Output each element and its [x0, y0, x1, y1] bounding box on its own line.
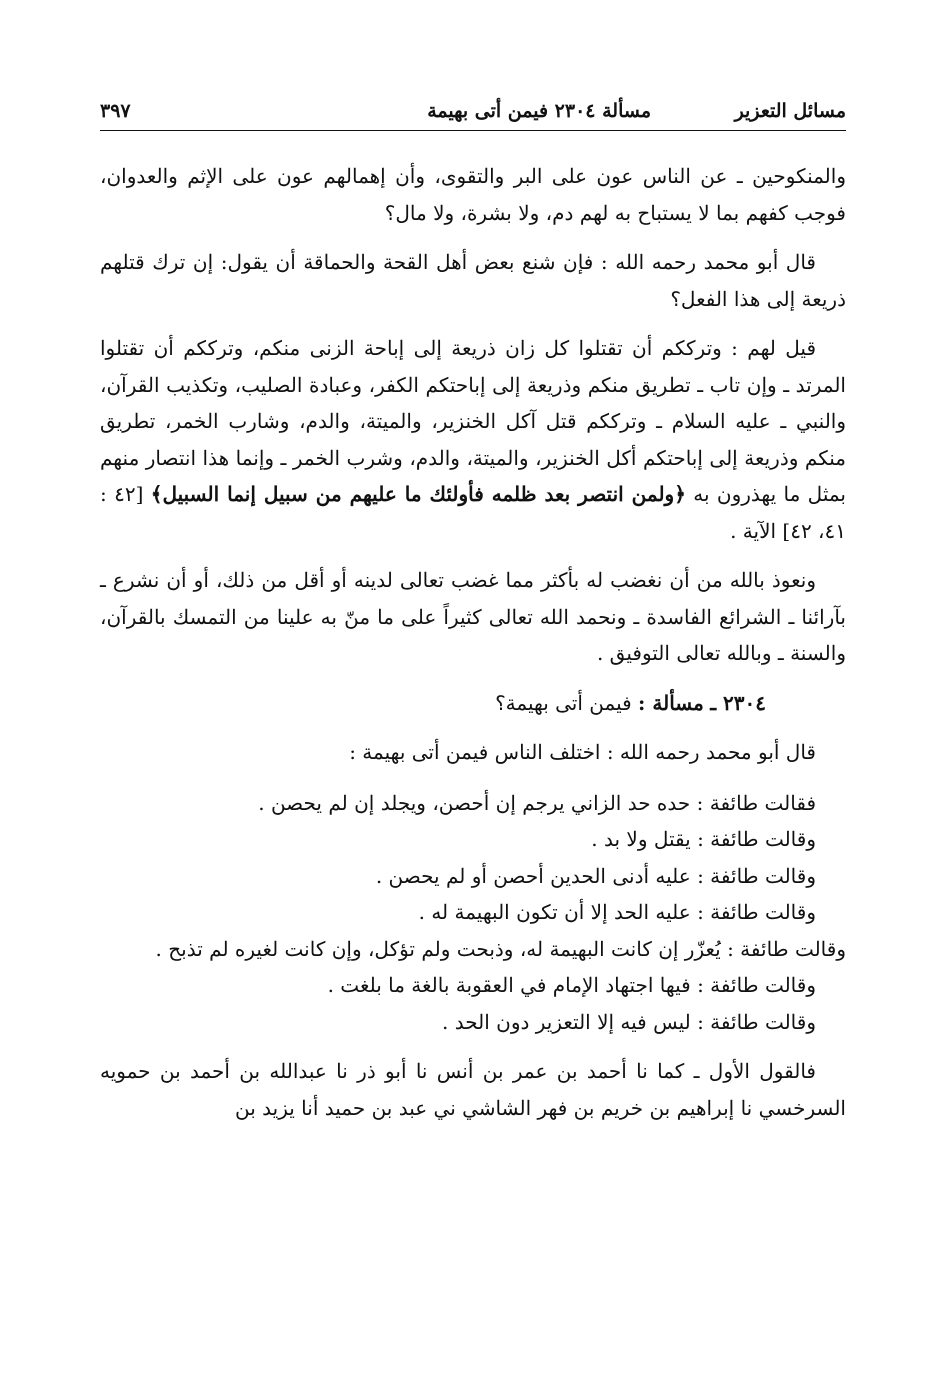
- paragraph-closing: ونعوذ بالله من أن نغضب له بأكثر مما غضب تعالى لدينه أو أقل من ذلك، أو أن نشرع ـ بآرائنا ـ الشرائع الفاسدة ـ ونحمد الله تعالى كثيراً على ما منّ به علينا من التمسك بالقرآن، والسنة ـ وبالله تعالى التوفيق .: [100, 568, 846, 665]
- paragraph-intro: قال أبو محمد رحمه الله : اختلف الناس فيمن أتى بهيمة :: [349, 740, 816, 764]
- paragraph-response: [100, 330, 846, 549]
- paragraph-objection: قال أبو محمد رحمه الله : فإن شنع بعض أهل القحة والحماقة أن يقول: إن ترك قتلهم ذريعة إلى هذا الفعل؟: [100, 250, 846, 311]
- opinion-text: فيها اجتهاد الإمام في العقوبة بالغة ما بلغت .: [327, 973, 698, 997]
- opinion-item: [100, 858, 816, 895]
- paragraph-first-view-chain: فالقول الأول ـ كما نا أحمد بن عمر بن أنس نا أبو ذر نا عبدالله بن أحمد بن حمويه السرخسي نا إبراهيم بن خريم بن فهر الشاشي ني عبد بن حميد أنا يزيد بن: [100, 1059, 846, 1120]
- page-number: ٣٩٧: [100, 100, 131, 122]
- issue-title: مسألة ٢٣٠٤ فيمن أتى بهيمة: [427, 100, 651, 122]
- opinion-sayer: وقالت طائفة :: [697, 900, 816, 924]
- opinion-item: [100, 894, 816, 931]
- opinion-text: يقتل ولا بد .: [591, 827, 698, 851]
- opinion-item: [100, 785, 816, 822]
- issue-heading-title: فيمن أتى بهيمة؟: [495, 690, 639, 715]
- running-header: [100, 96, 846, 131]
- opinion-text: عليه الحد إلا أن تكون البهيمة له .: [418, 900, 698, 924]
- opinion-text: عليه أدنى الحدين أحصن أو لم يحصن .: [375, 863, 698, 888]
- opinion-item: [100, 931, 846, 968]
- opinion-text: يُعزّر إن كانت البهيمة له، وذبحت ولم تؤكل، وإن كانت لغيره لم تذبح .: [155, 936, 728, 961]
- response-text: قيل لهم : وترككم أن تقتلوا كل زان ذريعة إلى إباحة الزنى منكم، وترككم أن تقتلوا المرتد ـ وإن تاب ـ تطريق منكم وذريعة إلى إباحتكم الكفر، وعبادة الصليب، وتكذيب القرآن، والنبي ـ عليه السلام ـ وترككم قتل آكل الخنزير، والميتة، والدم، وشارب الخمر، تطريق منكم وذريعة إلى إباحتكم أكل الخنزير، والميتة، والدم، وشرب الخمر ـ وإنما هذا انتصار منهم بمثل ما يهذرون به: [100, 336, 846, 506]
- opinion-item: [100, 821, 816, 858]
- opinion-text: ليس فيه إلا التعزير دون الحد .: [442, 1009, 698, 1034]
- opinion-item: [100, 967, 816, 1004]
- opinion-sayer: وقالت طائفة :: [697, 973, 816, 997]
- opinion-sayer: وقالت طائفة :: [697, 863, 816, 888]
- quran-verse: ﴿ولمن انتصر بعد ظلمه فأولئك ما عليهم من سبيل إنما السبيل﴾: [150, 482, 686, 506]
- page-body: [100, 158, 846, 1139]
- opinion-item: [100, 1004, 816, 1041]
- issue-label: مسألة :: [638, 690, 704, 715]
- opinion-sayer: فقالت طائفة :: [696, 790, 816, 815]
- running-title: مسائل التعزير: [734, 100, 846, 122]
- issue-heading: [100, 685, 846, 722]
- opinion-text: حده حد الزاني يرجم إن أحصن، ويجلد إن لم يحصن .: [258, 790, 697, 815]
- opinion-sayer: وقالت طائفة :: [697, 1009, 816, 1034]
- opinion-sayer: وقالت طائفة :: [697, 827, 816, 851]
- opinion-sayer: وقالت طائفة :: [727, 936, 846, 961]
- verse-reference: [٤٢ : ٤١، ٤٢] الآية .: [100, 482, 846, 543]
- paragraph-continuation: والمنكوحين ـ عن الناس عون على البر والتقوى، وأن إهمالهم عون على الإثم والعدوان، فوجب كفهم بما لا يستباح به لهم دم، ولا بشرة، ولا مال؟: [100, 164, 846, 225]
- opinions-list: [100, 785, 846, 1041]
- issue-number: ٢٣٠٤ ـ: [710, 690, 766, 715]
